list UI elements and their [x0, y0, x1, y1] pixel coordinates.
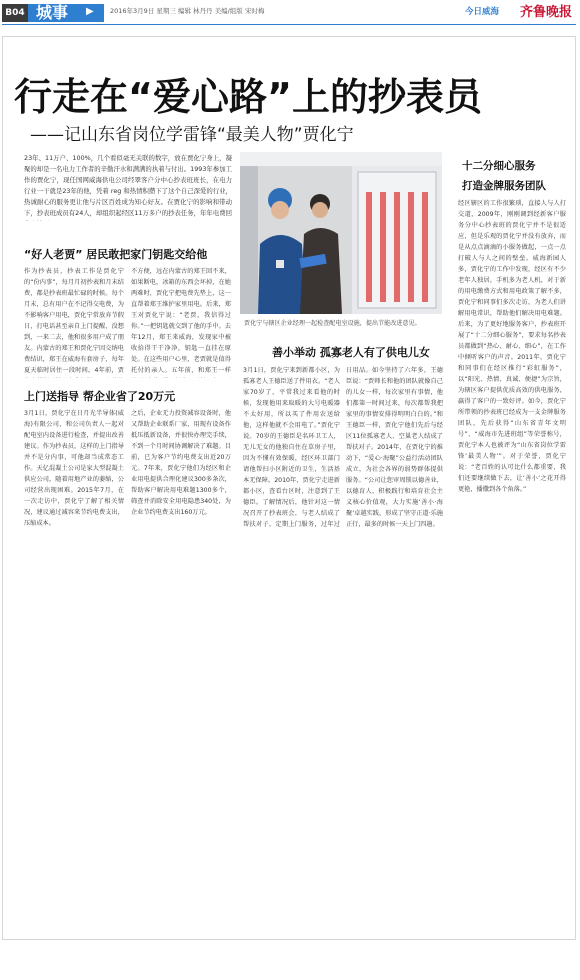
- body-column: 经区辖区的工作很繁琐，直接人与人打交道，2009年，刚刚调到经新客户服务分中心抄表班的贾化宁并不是很适应，但是乐观的贾化宁并没有放弃，而是从点点滴滴的小服务做起，一点一点打破人与人之间的壁垒。威海新园人多，贾化宁的工作中发现，经区有不少老年人独居，手机多为老人机，对于新的用电缴费方式和用电政策了解不多，贾化宁和同事们多次走访，为老人们讲解用电常识，帮助他们解决用电难题。后来，为了更好地服务客户，抄表班开展了“十二分细心服务”，要求每名抄表员都做到“热心、耐心、细心”，在工作中倾听客户的声音。2011年，贾化宁和同事们在经区推行“彩虹服务”，以“阳光、热情、真诚、便捷”为宗旨，为辖区客户提供优质高效的供电服务，赢得了客户的一致好评。如今，贾化宁所带领的抄表班已经成为一支金牌服务团队，先后获得“山东省青年文明号”、“威海市先进班组”等荣誉称号，贾化宁本人也被评为“山东省岗位学雷锋‘最美人物’”。对于荣誉，贾化宁说：“老百姓的认可比什么都重要，我们还要继续做下去，让‘善小’之花开得更艳，播撒到各个角落。”: [458, 200, 566, 493]
- body-column: 3月1日，贾化宁在日月光半导体(威海)有限公司，和公司负责人一起对配电室内设备进行检查，并提出改善建议。作为抄表员，这样的上门指导并不是分内事，可他却当成常态工作。天亿混凝土公司是家大型混凝土供应公司，随着用地产业的萎缩，公司经营出现困难。2015年7月，在一次走访中，贾化宁了解了相关情况，建议通过减容来节约电费支出，压缩成本。: [24, 410, 124, 527]
- photo-caption: 贾化宁与辖区企业经理一起检查配电室设施，提出节能改进意见。: [244, 320, 421, 327]
- section-title: 善小举动 孤寡老人有了供电儿女: [272, 346, 430, 359]
- body-column: 作为抄表员，抄表工作是贾化宁的“份内事”，每月月初抄表和月末结费，都是抄表班最忙碌的时候。每个月末，总有用户在不记得交电费，为不影响客户用电，贾化宁常放弃节假日，打电话甚至亲自上门提醒，没想到，一来二去，他和很多用户成了朋友。内蒙古的郑王和贾化宁因交纳电费结识，郑王在威海有套房子，每年夏天临时居住一段时间。4年前，贾: [24, 268, 124, 374]
- photo-illustration: [240, 152, 442, 314]
- publication-name: 今日威海: [465, 7, 500, 17]
- body-column: 之后，企业无力投资减容设备时，他又帮助企业联系厂家，用现有设备作抵压抵新设备，并很快办理完手续，不到一个月时间协调解决了难题。目前，已为客户节约电费支出近20万元。7年来，贾化宁他们为经区和企业用电提供合理化建议300多条次，帮助客户解决用电难题1300多个，筛查并消除安全用电隐患340处，为企业节约电费支出160万元。: [131, 410, 231, 516]
- section-title: 打造金牌服务团队: [462, 180, 546, 192]
- section-title: 十二分细心服务: [462, 160, 536, 172]
- arrow-icon: ▶: [86, 6, 94, 17]
- subheadline: ——记山东省岗位学雷锋“最美人物”贾化宁: [30, 125, 354, 145]
- header-rule: [2, 24, 576, 25]
- section-title: “好人老贾” 居民敢把家门钥匙交给他: [24, 248, 208, 261]
- lead-paragraph: 23年、11万户、100%，几个看似毫无关联的数字，放在贾化宁身上，凝聚的却是一名电力工作者的辛勤汗水和满满的执着与付出。1993年参加工作的贾化宁，现任国网威海供电公司经翠客户分中心抄表班班长，在电力行业一干就是23年的他，凭着 reg 和热情积攒下了这个自己深爱的行业，热诚耐心的服务更让他与片区百姓成为知心好友。在贾化宁的影响和带动下，抄表班成员有24人，却组织起经区11万多户的抄表任务，年年电费回: [24, 154, 232, 217]
- newspaper-logo: 齐鲁晚报: [520, 5, 573, 20]
- section-name: 城事: [36, 3, 69, 22]
- section-title: 上门送指导 帮企业省了20万元: [24, 390, 176, 403]
- body-column: 不方便，远在内蒙古的郑王回不来，如果断电，冰箱的东西会坏掉，在她两难时，贾化宁把电费先垫上，这一直帮着郑王维护家里用电。后来，郑王对贾化宁说：“老贾，我信得过你。”一把钥匙就交到了他的手中。去年12月，郑王来威海，发现家中被收拾得干干净净，钥匙一直挂在原处。在这些用户心里，老贾就是值得托付的亲人。五年前，和郑王一样: [131, 268, 231, 374]
- headline: 行走在“爱心路”上的抄表员: [14, 75, 482, 119]
- body-column: 日用品。如今坚持了六年多，王德臣说：“贾师长和他的团队就像自己的儿女一样，每次家里有事情，他们都第一时间过来，每次都帮我把家里的事情安排得明明白白的。”和王德臣一样，贾化宁他们先后与经区11位孤寡老人、空巢老人结成了帮扶对子。2014年，在贾化宁的推动下，“爱心·海聚”公益行活动团队成立，为社会各界的弱势群体提供服务。“公司让您审周锁以德善业，以德育人，积极践行和培育社会主义核心价值观，大力实施‘善小·海聚’卓越实践，形成了坚守正道·乐施正行，最多的时候一天上门四趟。: [346, 367, 443, 528]
- body-column: 3月1日，贾化宁来到新都小区，为孤寡老人王德臣送了件用衣。“老人家70岁了，平常我过来看他的时候，发现他用来取暖的大号电暖器不太好用，所以买了件用农送给他，这样他就不会用电了。”贾化宁说。70岁的王德臣是名环卫工人，无儿无女的他独自住在草房子里，因为不懂有效保暖，经区环卫部门请他帮扫小区附近的卫生，生活基本无保障。2010年，贾化宁走进新都小区，查看台区时，注意到了王德臣。了解情况后，他针对这一情况召开了抄表班会，与老人结成了帮扶对子，定期上门服务，过年过: [243, 367, 340, 528]
- page-number: B04: [2, 4, 28, 22]
- issue-meta: 2016年3月9日 星期三 编辑 林丹丹 美编/组版 宋时梅: [110, 7, 265, 15]
- article-photo: [240, 152, 442, 314]
